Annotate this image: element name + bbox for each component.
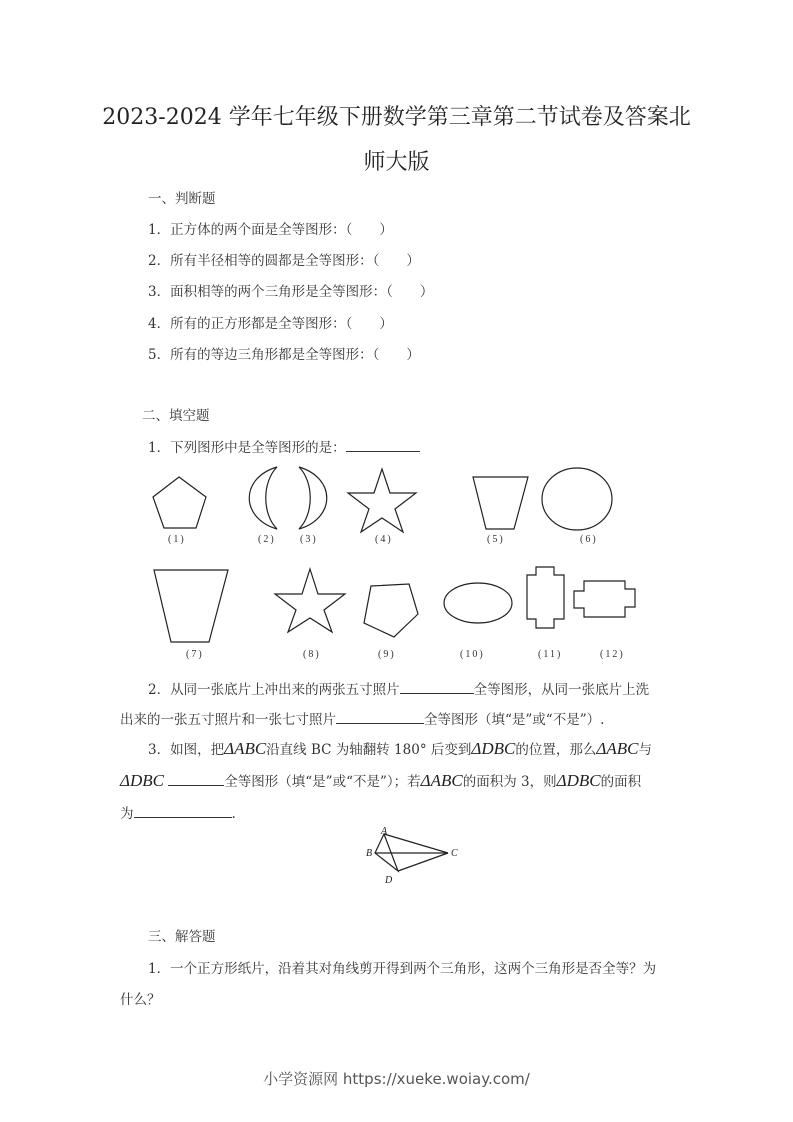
fill-question-2-text: 全等图形（填“是”或“不是”）.: [424, 712, 605, 728]
vertex-label-a: A: [381, 826, 388, 837]
answer-blank[interactable]: [400, 679, 474, 694]
figure-label: (1): [168, 534, 186, 545]
figure-circle: [541, 467, 613, 531]
judgement-question-3: 3．面积相等的两个三角形是全等图形：（ ）: [148, 284, 434, 300]
judgement-question-5: 5．所有的等边三角形都是全等图形：（ ）: [148, 347, 420, 363]
figure-label: (4): [375, 534, 393, 545]
fill-question-3-text: 与: [638, 742, 652, 758]
fill-question-3-text: 的位置，那么: [515, 742, 597, 758]
fill-question-3-text: 3．如图，把: [148, 742, 225, 758]
fill-question-2-text: 出来的一张五寸照片和一张七寸照片: [120, 712, 336, 728]
answer-blank[interactable]: [336, 709, 424, 724]
figure-label: (8): [303, 649, 321, 660]
vertex-label-b: B: [366, 848, 373, 859]
fill-question-3-text: .: [231, 806, 236, 822]
triangle-abc: ΔABC: [224, 739, 267, 758]
figure-cross-horizontal: [573, 580, 637, 620]
figure-crescent-left: [248, 466, 280, 530]
fill-question-2-line1: [148, 678, 649, 698]
vertex-label-d: D: [385, 875, 393, 886]
triangle-diagram: [362, 824, 462, 888]
figure-cross-vertical: [526, 566, 566, 630]
triangle-dbc: ΔDBC: [471, 739, 516, 758]
answer-question-1-line2: 什么？: [120, 992, 161, 1008]
figure-label: (11): [538, 649, 563, 660]
figure-star: [347, 468, 417, 532]
answer-blank[interactable]: [346, 437, 420, 452]
triangle-abc: ΔABC: [596, 739, 639, 758]
fill-question-3-line3: [120, 802, 236, 822]
fill-question-3-text: 的面积: [600, 774, 642, 790]
judgement-question-2: 2．所有半径相等的圆都是全等图形：（ ）: [148, 253, 420, 269]
vertex-label-c: C: [451, 848, 458, 859]
fill-question-2-text: 全等图形，从同一张底片上洗: [473, 682, 650, 698]
triangle-dbc: ΔDBC: [556, 771, 601, 790]
fill-question-3-line2: [120, 770, 641, 791]
answer-question-1-line1: 1．一个正方形纸片，沿着其对角线剪开得到两个三角形，这两个三角形是否全等？为: [148, 961, 657, 977]
figure-star: [274, 568, 346, 632]
figure-label: (2): [258, 534, 276, 545]
figure-pentagon: [150, 476, 210, 532]
answer-blank[interactable]: [168, 771, 224, 786]
fill-question-3-text: 的面积为 3，则: [462, 774, 557, 790]
figure-trapezoid-large: [153, 569, 229, 643]
answer-blank[interactable]: [134, 803, 232, 818]
fill-question-3-line1: [148, 738, 652, 759]
section-heading-fill-in: 二、填空题: [142, 408, 210, 424]
figure-pentagon-rotated: [362, 583, 420, 639]
footer-watermark: 小学资源网 https://xueke.woiay.com/: [263, 1070, 530, 1088]
judgement-question-4: 4．所有的正方形都是全等图形：（ ）: [148, 316, 393, 332]
document-title-line1: 2023-2024 学年七年级下册数学第三章第二节试卷及答案北: [102, 105, 691, 130]
fill-question-1: [148, 436, 420, 456]
triangle-abc: ΔABC: [420, 771, 463, 790]
figure-crescent-right: [297, 466, 329, 530]
fill-question-2-line2: [120, 708, 604, 728]
figure-label: (10): [460, 649, 485, 660]
figure-ellipse: [443, 581, 513, 625]
fill-question-2-text: 2．从同一张底片上冲出来的两张五寸照片: [148, 682, 400, 698]
judgement-question-1: 1．正方体的两个面是全等图形：（ ）: [148, 222, 393, 238]
fill-question-1-text: 1．下列图形中是全等图形的是：: [148, 440, 346, 456]
figure-label: (9): [378, 649, 396, 660]
figure-trapezoid: [472, 476, 530, 530]
document-title-line2: 师大版: [363, 150, 430, 175]
fill-question-3-text: 为: [120, 806, 134, 822]
fill-question-3-text: 沿直线 BC 为轴翻转 180° 后变到: [266, 742, 472, 758]
figure-label: (6): [580, 534, 598, 545]
figure-label: (5): [487, 534, 505, 545]
figure-label: (7): [186, 649, 204, 660]
triangle-dbc: ΔDBC: [120, 771, 164, 790]
fill-question-3-text: 全等图形（填“是”或“不是”）；若: [224, 774, 421, 790]
figure-label: (3): [300, 534, 318, 545]
section-heading-answer: 三、解答题: [148, 929, 216, 945]
figure-label: (12): [600, 649, 625, 660]
section-heading-judgement: 一、判断题: [148, 191, 216, 207]
